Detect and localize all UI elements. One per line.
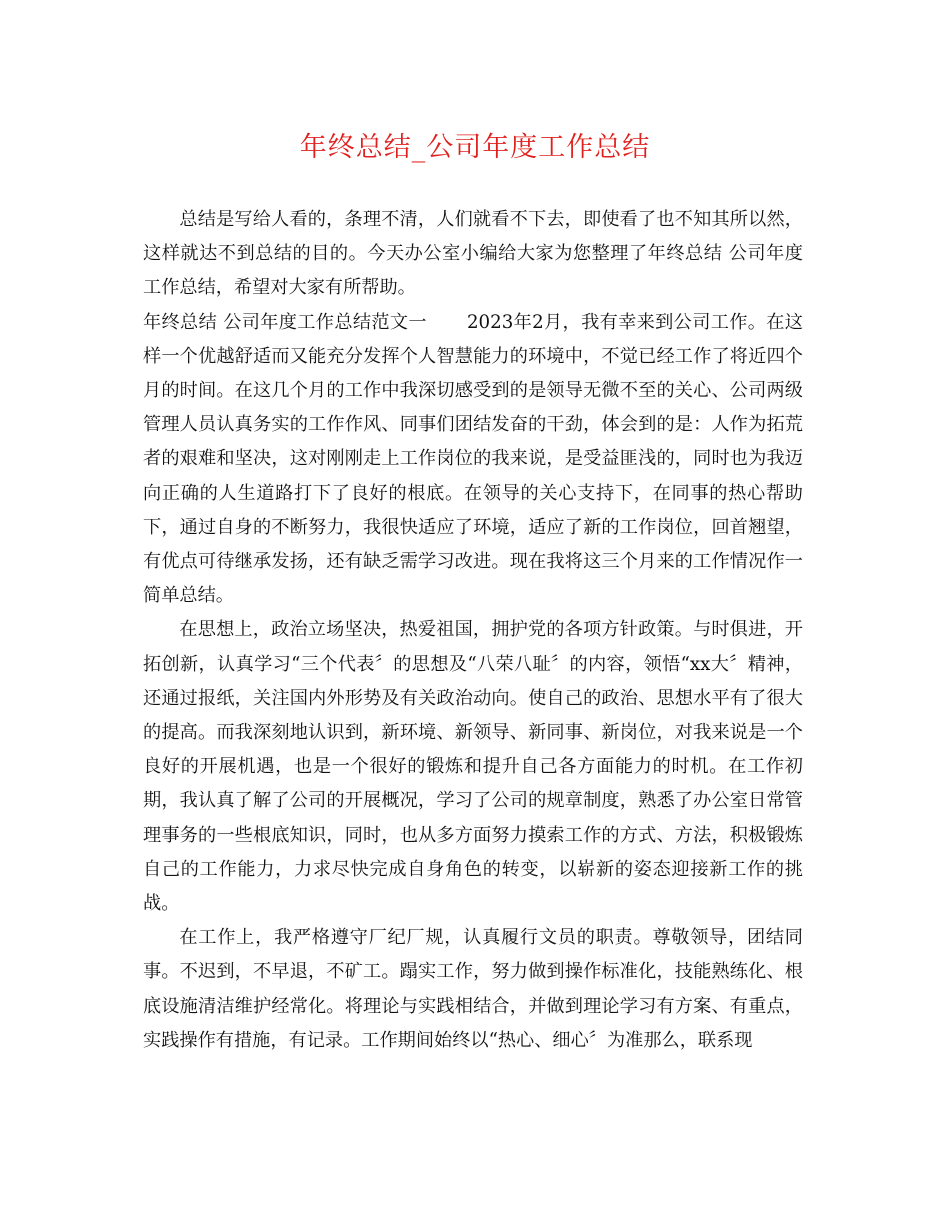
work-paragraph: 在工作上，我严格遵守厂纪厂规，认真履行文员的职责。尊敬领导，团结同事。不迟到，不早退，不矿工。蹋实工作，努力做到操作标准化，技能熟练化、根底设施清洁维护经常化。将理论与实践相结合，并做到理论学习有方案、有重点，实践操作有措施，有记录。工作期间始终以“热心、细心〞为准那么，联系现 — [143, 927, 803, 1051]
thought-paragraph: 在思想上，政治立场坚决，热爱祖国，拥护党的各项方针政策。与时俱进，开拓创新，认真学习“三个代表〞的思想及“八荣八耻〞的内容，领悟“xx大〞精神，还通过报纸，关注国内外形势及有关政治动向。使自己的政治、思想水平有了很大的提高。而我深刻地认识到，新环境、新领导、新同事、新岗位，对我来说是一个良好的开展机遇，也是一个很好的锻炼和提升自己各方面能力的时机。在工作初期，我认真了解了公司的开展概况，学习了公司的规章制度，熟悉了办公室日常管理事务的一些根底知识，同时，也从多方面努力摸索工作的方式、方法，积极锻炼自己的工作能力，力求尽快完成自身角色的转变，以崭新的姿态迎接新工作的挑战。 — [143, 619, 803, 915]
document-body — [143, 203, 803, 1058]
document-title: 年终总结_公司年度工作总结 — [299, 132, 651, 163]
intro-paragraph: 总结是写给人看的，条理不清，人们就看不下去，即使看了也不知其所以然，这样就达不到总结的目的。今天办公室小编给大家为您整理了年终总结 公司年度工作总结，希望对大家有所帮助。 — [143, 209, 803, 299]
section-paragraph — [143, 306, 803, 614]
section-heading: 年终总结 公司年度工作总结范文一 — [143, 311, 427, 333]
section-lead-text: 2023年2月，我有幸来到公司工作。在这样一个优越舒适而又能充分发挥个人智慧能力的环境中，不觉已经工作了将近四个月的时间。在这几个月的工作中我深切感受到的是领导无微不至的关心、公司两级管理人员认真务实的工作作风、同事们团结发奋的干劲，体会到的是：人作为拓荒者的艰难和坚决，这对刚刚走上工作岗位的我来说，是受益匪浅的，同时也为我迈向正确的人生道路打下了良好的根底。在领导的关心支持下，在同事的热心帮助下，通过自身的不断努力，我很快适应了环境，适应了新的工作岗位，回首翘望，有优点可待继承发扬，还有缺乏需学习改进。现在我将这三个月来的工作情况作一简单总结。 — [143, 311, 803, 607]
